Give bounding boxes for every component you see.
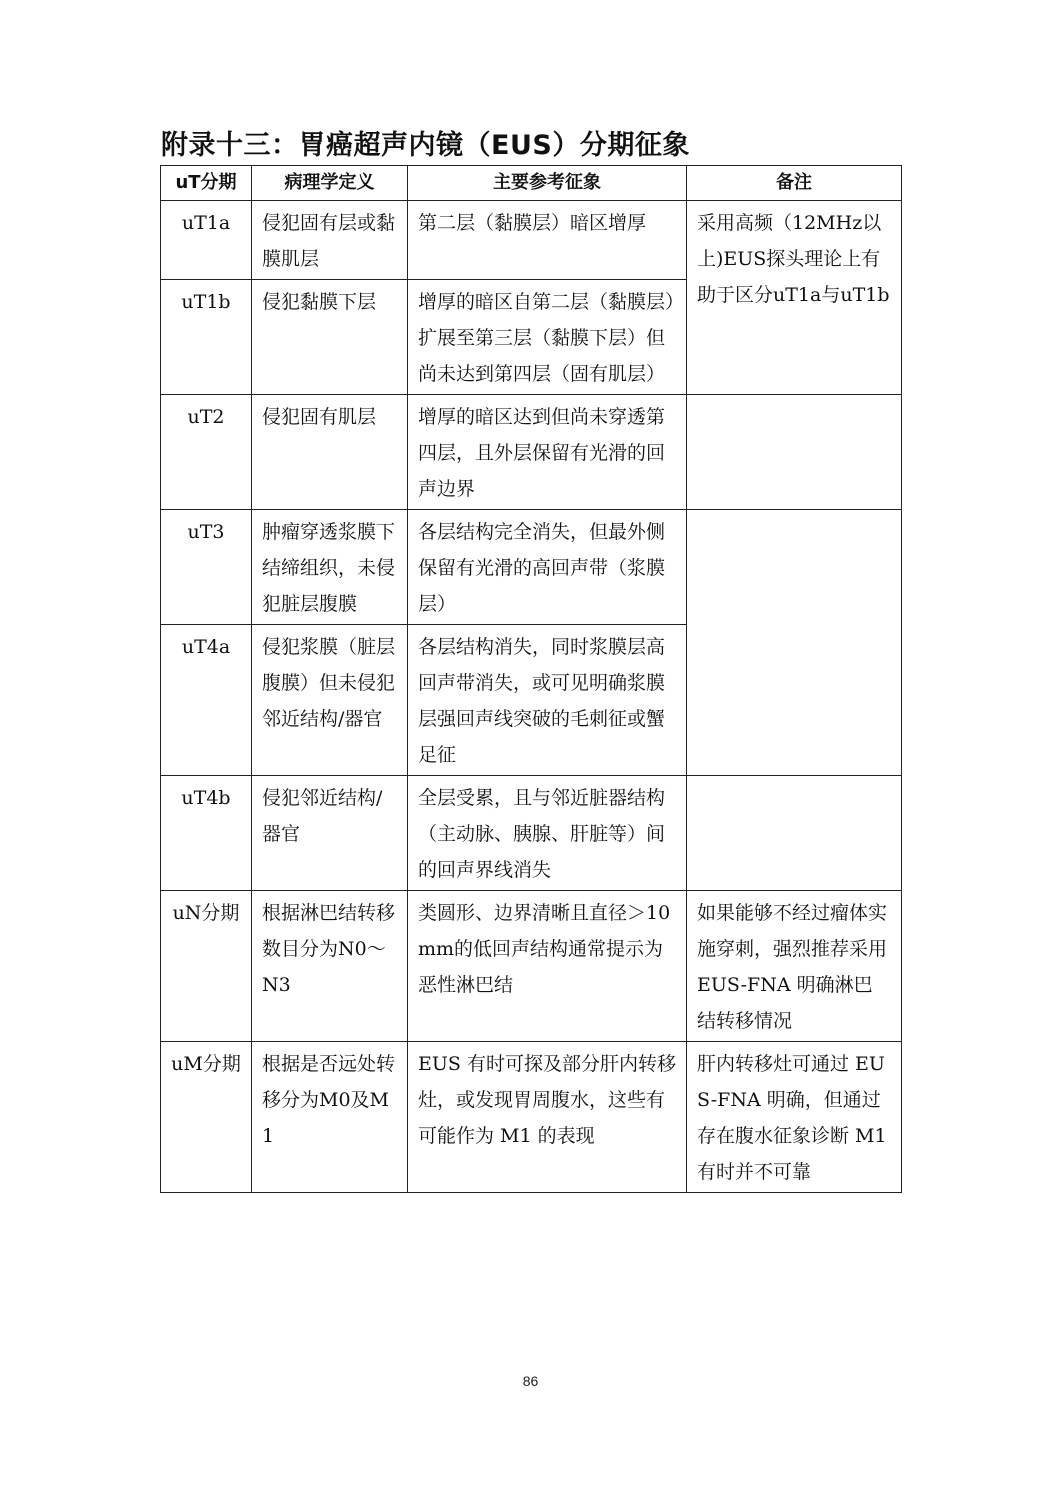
- signs-cell: 第二层（黏膜层）暗区增厚: [408, 201, 687, 280]
- note-cell-empty: [687, 776, 902, 891]
- definition-cell: 根据淋巴结转移数目分为N0～N3: [252, 891, 408, 1042]
- note-cell: 如果能够不经过瘤体实施穿刺，强烈推荐采用 EUS-FNA 明确淋巴结转移情况: [687, 891, 902, 1042]
- definition-cell: 侵犯黏膜下层: [252, 280, 408, 395]
- signs-cell: 类圆形、边界清晰且直径＞10mm的低回声结构通常提示为恶性淋巴结: [408, 891, 687, 1042]
- definition-cell: 根据是否远处转移分为M0及M1: [252, 1042, 408, 1193]
- stage-cell: uT2: [161, 395, 252, 510]
- definition-cell: 侵犯固有层或黏膜肌层: [252, 201, 408, 280]
- table-row: [161, 891, 902, 1042]
- header-stage: uT分期: [161, 166, 252, 201]
- eus-staging-table: [160, 165, 902, 1193]
- note-cell: 肝内转移灶可通过 EUS-FNA 明确，但通过存在腹水征象诊断 M1 有时并不可靠: [687, 1042, 902, 1193]
- signs-cell: 全层受累，且与邻近脏器结构（主动脉、胰腺、肝脏等）间的回声界线消失: [408, 776, 687, 891]
- table-row: [161, 395, 902, 510]
- stage-cell: uN分期: [161, 891, 252, 1042]
- stage-cell: uT4b: [161, 776, 252, 891]
- signs-cell: 增厚的暗区达到但尚未穿透第四层，且外层保留有光滑的回声边界: [408, 395, 687, 510]
- header-signs: 主要参考征象: [408, 166, 687, 201]
- note-cell-empty: [687, 510, 902, 776]
- stage-cell: uT4a: [161, 625, 252, 776]
- table-row: [161, 1042, 902, 1193]
- stage-cell: uT1a: [161, 201, 252, 280]
- stage-cell: uT1b: [161, 280, 252, 395]
- definition-cell: 侵犯浆膜（脏层腹膜）但未侵犯邻近结构/器官: [252, 625, 408, 776]
- definition-cell: 侵犯邻近结构/器官: [252, 776, 408, 891]
- header-definition: 病理学定义: [252, 166, 408, 201]
- signs-cell: 各层结构完全消失，但最外侧保留有光滑的高回声带（浆膜层）: [408, 510, 687, 625]
- signs-cell: 增厚的暗区自第二层（黏膜层）扩展至第三层（黏膜下层）但尚未达到第四层（固有肌层）: [408, 280, 687, 395]
- table-row: [161, 510, 902, 625]
- table-header-row: [161, 166, 902, 201]
- page-title: 附录十三：胃癌超声内镜（EUS）分期征象: [161, 130, 690, 161]
- signs-cell: EUS 有时可探及部分肝内转移灶，或发现胃周腹水，这些有可能作为 M1 的表现: [408, 1042, 687, 1193]
- header-notes: 备注: [687, 166, 902, 201]
- table-row: [161, 201, 902, 280]
- t1-note-cell: 采用高频（12MHz以上)EUS探头理论上有助于区分uT1a与uT1b: [687, 201, 902, 395]
- definition-cell: 肿瘤穿透浆膜下结缔组织，未侵犯脏层腹膜: [252, 510, 408, 625]
- signs-cell: 各层结构消失，同时浆膜层高回声带消失，或可见明确浆膜层强回声线突破的毛刺征或蟹足征: [408, 625, 687, 776]
- table-row: [161, 776, 902, 891]
- stage-cell: uT3: [161, 510, 252, 625]
- page-number: 86: [522, 1373, 539, 1389]
- stage-cell: uM分期: [161, 1042, 252, 1193]
- note-cell-empty: [687, 395, 902, 510]
- definition-cell: 侵犯固有肌层: [252, 395, 408, 510]
